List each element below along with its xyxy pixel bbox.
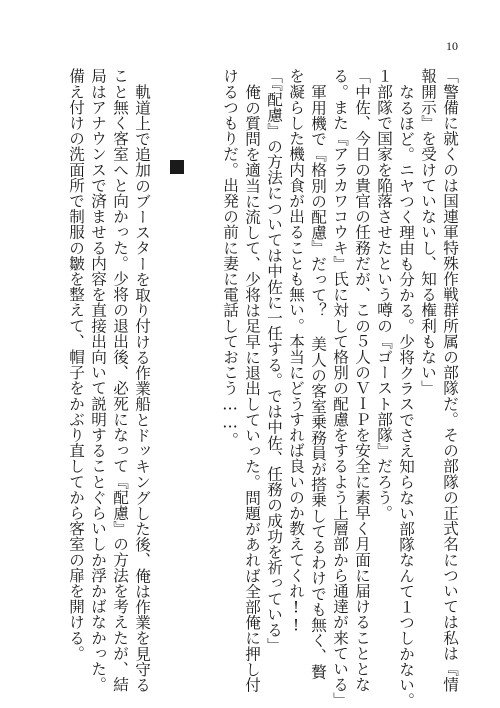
text-line: 軍用機で『格別の配慮』だって？ 美人の客室乗務員が搭乗してるわけでも無く、贅 <box>309 83 327 679</box>
black-square-icon <box>170 160 184 174</box>
text-line: 「『配慮』の方法については中佐に一任する。では中佐、任務の成功を祈っている」 <box>265 68 283 653</box>
text-line: けるつもりだ。出発の前に妻に電話しておこう……。 <box>221 68 239 448</box>
text-line: 備え付けの洗面所で制服の皺を整えて、帽子をかぶり直してから客室の扉を開ける。 <box>67 68 85 661</box>
text-line: 「中佐、今日の貴官の任務だが、この５人のＶＩＰを安全に素早く月面に届けることとな <box>353 68 371 692</box>
text-line: 局はアナウンスで済ませる内容を直接出向いて説明することぐらいしか浮かばなかった。 <box>89 68 107 692</box>
page-number: 10 <box>446 39 458 53</box>
text-line: 俺の質問を適当に流して、少将は足早に退出していった。問題があれば全部俺に押し付 <box>243 83 261 692</box>
text-line: る。また『アラカワコウキ』氏に対して格別の配慮をするよう上層部から通達が来ている」 <box>331 68 349 708</box>
text-line: を凝らした機内食が出ることも無い。本当にどうすれば良いのか教えてくれ!! <box>287 68 305 635</box>
text-line: 報開示』を受けていないし、知る権利もない」 <box>419 68 437 396</box>
text-line: 軌道上で追加のブースターを取り付ける作業船とドッキングした後、俺は作業を見守る <box>133 83 151 692</box>
text-line: １部隊で国家を陥落させたという噂の『ゴースト部隊』だろう。 <box>375 68 393 521</box>
text-line: 「警備に就くのは国連軍特殊作戦群所属の部隊だ。その部隊の正式名については私は『情 <box>441 68 459 692</box>
text-line: なるほど。ニヤつく理由も分かる。少将クラスでさえ知らない部隊なんて１つしかない。 <box>397 83 415 708</box>
text-line: こと無く客室へと向かった。少将の退出後、必死になって『配慮』の方法を考えたが、結 <box>111 68 129 692</box>
